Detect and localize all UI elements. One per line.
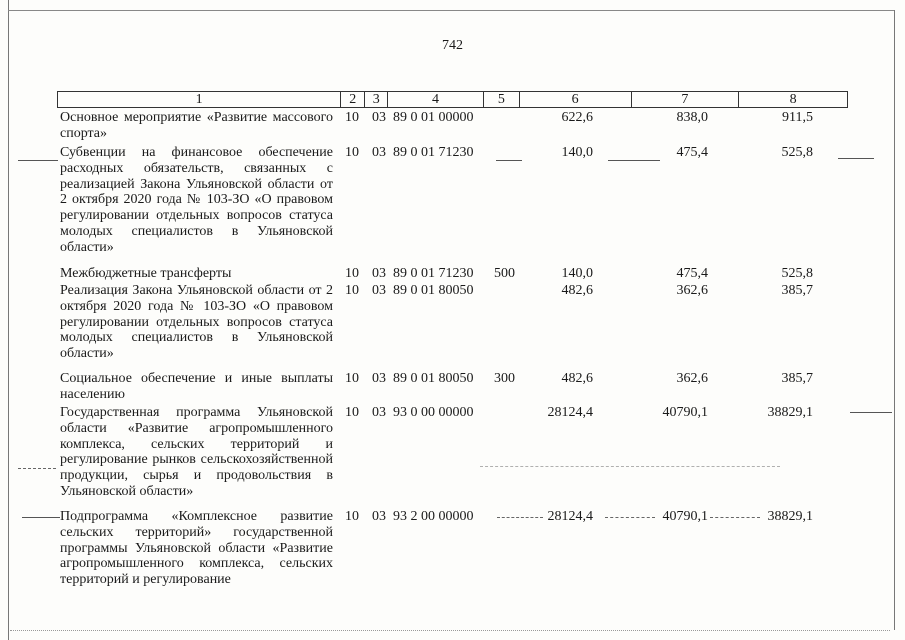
scan-dash bbox=[497, 517, 543, 519]
scan-line bbox=[608, 160, 660, 161]
row-name: Государственная программа Ульяновской области «Развитие агропромышленного комплекса, сельских территорий и регулирование рынков сельскохозяйственной продукции, сырья и продовольствия в Ульяновской области» bbox=[60, 405, 333, 499]
scan-dash bbox=[480, 466, 780, 468]
scan-dash bbox=[18, 468, 56, 470]
row-value-7: 838,0 bbox=[676, 110, 708, 125]
row-name: Социальное обеспечение и иные выплаты населению bbox=[60, 371, 333, 402]
row-name: Реализация Закона Ульяновской области от 2 октября 2020 года № 103-ЗО «О правовом регулировании отдельных вопросов статуса молодых специалистов в Ульяновской области» bbox=[60, 283, 333, 362]
table-header bbox=[57, 91, 848, 108]
row-target-code: 93 2 00 00000 bbox=[393, 509, 474, 524]
row-value-7: 362,6 bbox=[676, 283, 708, 298]
header-col-4: 4 bbox=[388, 92, 484, 107]
scan-line bbox=[838, 158, 874, 159]
row-section: 10 bbox=[345, 371, 359, 386]
row-value-7: 475,4 bbox=[676, 145, 708, 160]
row-target-code: 89 0 01 71230 bbox=[393, 145, 474, 160]
row-section: 10 bbox=[345, 266, 359, 281]
row-value-6: 140,0 bbox=[561, 266, 593, 281]
row-target-code: 89 0 01 00000 bbox=[393, 110, 474, 125]
row-section: 10 bbox=[345, 283, 359, 298]
row-section: 10 bbox=[345, 145, 359, 160]
row-target-code: 89 0 01 71230 bbox=[393, 266, 474, 281]
header-col-7: 7 bbox=[632, 92, 740, 107]
row-subsection: 03 bbox=[372, 371, 386, 386]
row-value-7: 475,4 bbox=[676, 266, 708, 281]
row-value-6: 482,6 bbox=[561, 371, 593, 386]
row-value-6: 482,6 bbox=[561, 283, 593, 298]
header-col-5: 5 bbox=[484, 92, 520, 107]
scan-line bbox=[22, 517, 60, 518]
row-value-8: 385,7 bbox=[781, 283, 813, 298]
row-value-8: 38829,1 bbox=[767, 509, 813, 524]
row-value-8: 911,5 bbox=[782, 110, 813, 125]
row-value-6: 622,6 bbox=[561, 110, 593, 125]
row-value-6: 28124,4 bbox=[547, 405, 593, 420]
row-subsection: 03 bbox=[372, 509, 386, 524]
page-frame-left bbox=[8, 0, 9, 640]
header-col-3: 3 bbox=[365, 92, 388, 107]
scan-bottom-edge bbox=[10, 630, 890, 632]
scan-dash bbox=[605, 517, 655, 519]
row-target-code: 93 0 00 00000 bbox=[393, 405, 474, 420]
row-value-8: 385,7 bbox=[781, 371, 813, 386]
row-value-8: 525,8 bbox=[781, 145, 813, 160]
row-name: Основное мероприятие «Развитие массового спорта» bbox=[60, 110, 333, 141]
row-subsection: 03 bbox=[372, 266, 386, 281]
row-subsection: 03 bbox=[372, 145, 386, 160]
row-name: Подпрограмма «Комплексное развитие сельских территорий» государственной программы Ульяновской области «Развитие агропромышленного комплекса, сельских территорий и регулирование bbox=[60, 509, 333, 588]
scan-line bbox=[496, 160, 522, 161]
page-frame-right bbox=[894, 10, 895, 630]
row-target-code: 89 0 01 80050 bbox=[393, 371, 474, 386]
row-value-7: 40790,1 bbox=[662, 405, 708, 420]
page-frame-top bbox=[8, 10, 895, 11]
row-value-6: 140,0 bbox=[561, 145, 593, 160]
row-target-code: 89 0 01 80050 bbox=[393, 283, 474, 298]
header-col-1: 1 bbox=[58, 92, 341, 107]
row-subsection: 03 bbox=[372, 283, 386, 298]
row-value-8: 525,8 bbox=[781, 266, 813, 281]
row-expense-type: 500 bbox=[494, 266, 515, 281]
row-subsection: 03 bbox=[372, 405, 386, 420]
header-col-8: 8 bbox=[789, 92, 797, 107]
row-subsection: 03 bbox=[372, 110, 386, 125]
row-name: Субвенции на финансовое обеспечение расходных обязательств, связанных с реализацией Закона Ульяновской области от 2 октября 2020 года № 103-ЗО «О правовом регулировании отдельных вопросов статуса молодых специалистов в Ульяновской области» bbox=[60, 145, 333, 255]
scan-line bbox=[18, 160, 58, 161]
scan-dash bbox=[710, 517, 760, 519]
row-expense-type: 300 bbox=[494, 371, 515, 386]
row-value-6: 28124,4 bbox=[547, 509, 593, 524]
row-value-7: 40790,1 bbox=[662, 509, 708, 524]
row-value-8: 38829,1 bbox=[767, 405, 813, 420]
scan-line bbox=[850, 412, 892, 413]
row-section: 10 bbox=[345, 110, 359, 125]
row-section: 10 bbox=[345, 405, 359, 420]
page-number: 742 bbox=[442, 38, 463, 53]
row-name: Межбюджетные трансферты bbox=[60, 266, 232, 281]
row-value-7: 362,6 bbox=[676, 371, 708, 386]
header-col-6: 6 bbox=[520, 92, 632, 107]
row-section: 10 bbox=[345, 509, 359, 524]
header-col-2: 2 bbox=[341, 92, 365, 107]
